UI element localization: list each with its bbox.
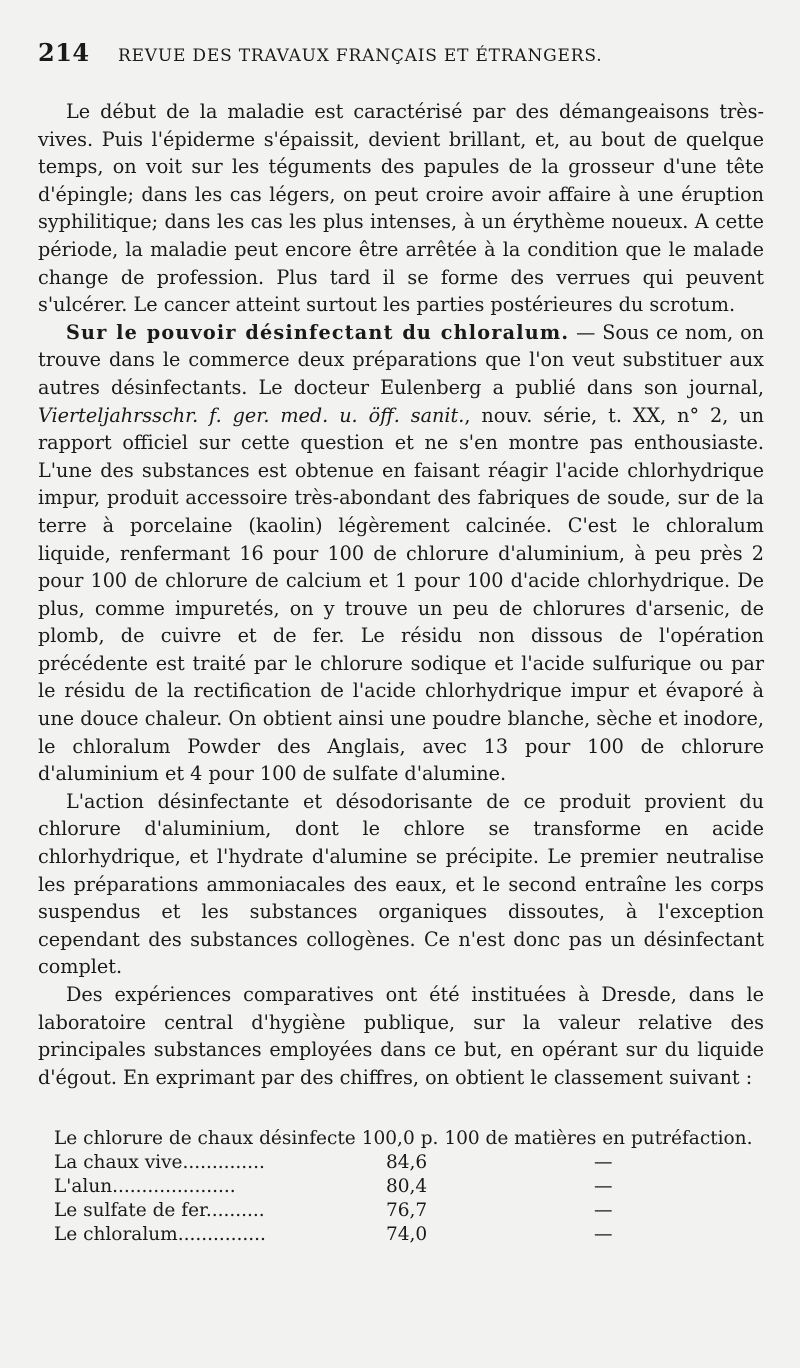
journal-citation: Vierteljahrsschr. f. ger. med. u. öff. sanit. bbox=[38, 403, 465, 427]
paragraph-experiments: Des expériences comparatives ont été instituées à Dresde, dans le laboratoire central d'hygiène publique, sur la valeur relative des principales substances employées dans ce but, en opérant sur du liquide d'égout. En exprimant par des chiffres, on obtient le classement suivant : bbox=[38, 983, 764, 1089]
running-title: REVUE DES TRAVAUX FRANÇAIS ET ÉTRANGERS. bbox=[118, 46, 603, 66]
ditto-dash: — bbox=[594, 1152, 613, 1174]
ditto-dash: — bbox=[594, 1223, 613, 1245]
substance-name: La chaux vive.............. bbox=[54, 1152, 265, 1174]
table-row bbox=[54, 1151, 766, 1175]
paragraph-action: L'action désinfectante et désodorisante de ce produit provient du chlorure d'aluminium, dont le chlore se transforme en acide chlorhydrique, et l'hydrate d'alumine se précipite. Le premier neutralise les préparations ammoniacales des eaux, et le second entraîne les corps suspendus et les substances organiques dissoutes, à l'exception cependant des substances collogènes. Ce n'est donc pas un désinfectant complet. bbox=[38, 789, 764, 979]
ranking-table bbox=[54, 1127, 766, 1246]
table-row bbox=[54, 1199, 766, 1223]
substance-name: Le chlorure de chaux désinfecte bbox=[54, 1128, 356, 1150]
paragraph-text-part: — Sous ce nom, on trouve dans le commerce deux préparations que l'on veut substituer aux autres désinfectants. Le docteur Eulenberg a publié dans son journal, bbox=[38, 320, 764, 399]
substance-value: 74,0 bbox=[386, 1223, 428, 1245]
page-header bbox=[38, 38, 764, 82]
substance-value: 80,4 bbox=[386, 1175, 428, 1197]
table-row bbox=[54, 1175, 766, 1199]
table-row bbox=[54, 1127, 766, 1151]
substance-value: 84,6 bbox=[386, 1152, 428, 1174]
substance-value: 76,7 bbox=[386, 1199, 428, 1221]
substance-name: Le chloralum............... bbox=[54, 1223, 266, 1245]
ditto-dash: — bbox=[594, 1175, 613, 1197]
paragraph-chloralum bbox=[38, 319, 764, 788]
paragraph-symptoms: Le début de la maladie est caractérisé par des démangeaisons très-vives. Puis l'épiderme s'épaissit, devient brillant, et, au bout de quelque temps, on voit sur les téguments des papules de la grosseur d'une tête d'épingle; dans les cas légers, on peut croire avoir affaire à une éruption syphilitique; dans les cas les plus intenses, à un érythème noueux. A cette période, la maladie peut encore être arrêtée à la condition que le malade change de profession. Plus tard il se forme des verrues qui peuvent s'ulcérer. Le cancer atteint surtout les parties postérieures du scrotum. bbox=[38, 100, 764, 317]
substance-value: 100,0 bbox=[361, 1128, 415, 1150]
value-unit: p. 100 de matières en putréfaction. bbox=[420, 1128, 753, 1150]
substance-name: Le sulfate de fer.......... bbox=[54, 1199, 265, 1221]
ditto-dash: — bbox=[594, 1199, 613, 1221]
substance-name: L'alun..................... bbox=[54, 1175, 236, 1197]
section-title: Sur le pouvoir désinfectant du chloralum. bbox=[66, 320, 570, 344]
paragraph-text-part: , nouv. série, t. XX, n° 2, un rapport officiel sur cette question et ne s'en montre pas enthousiaste. L'une des substances est obtenue en faisant réagir l'acide chlorhydrique impur, produit accessoire très-abondant des fabriques de soude, sur de la terre à porcelaine (kaolin) légèrement calcinée. C'est le chloralum liquide, renfermant 16 pour 100 de chlorure d'aluminium, à peu près 2 pour 100 de chlorure de calcium et 1 pour 100 d'acide chlorhydrique. De plus, comme impuretés, on y trouve un peu de chlorures d'arsenic, de plomb, de cuivre et de fer. Le résidu non dissous de l'opération précédente est traité par le chlorure sodique et l'acide sulfurique ou par le résidu de la rectification de l'acide chlorhydrique impur et évaporé à une douce chaleur. On obtient ainsi une poudre blanche, sèche et inodore, le chloralum Powder des Anglais, avec 13 pour 100 de chlorure d'aluminium et 4 pour 100 de sulfate d'alumine. bbox=[38, 403, 764, 786]
page-number: 214 bbox=[38, 38, 90, 67]
article-body bbox=[38, 98, 764, 1091]
table-row bbox=[54, 1223, 766, 1247]
